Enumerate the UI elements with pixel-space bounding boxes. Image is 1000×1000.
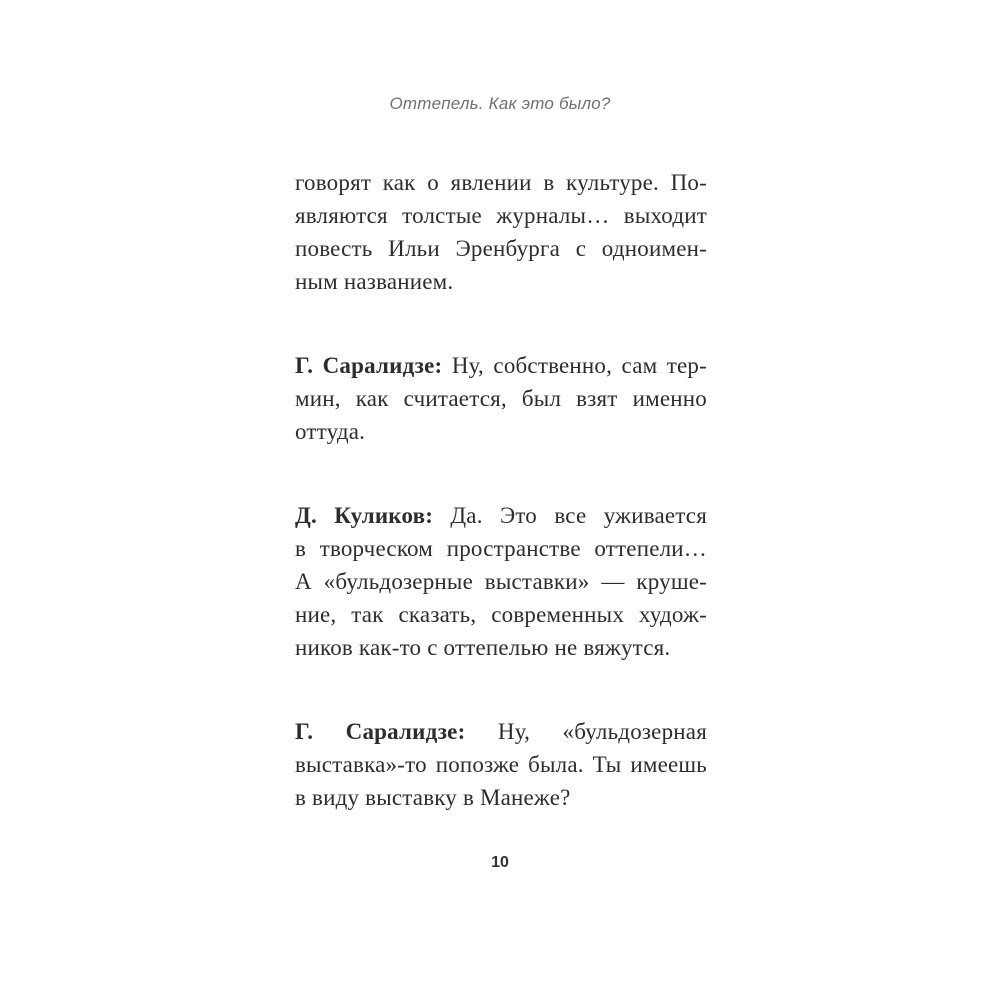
- text-column: [295, 166, 707, 814]
- text-line: А «бульдозерные выставки» — круше-: [295, 569, 707, 594]
- text-line: ние, так сказать, современных худож-: [295, 602, 707, 627]
- text-line: повесть Ильи Эренбурга с одноимен-: [295, 236, 707, 261]
- text-line: Г. Саралидзе: Ну, собственно, сам тер-: [295, 353, 707, 378]
- paragraph: [295, 715, 707, 814]
- speaker-name: Г. Саралидзе:: [295, 353, 443, 378]
- text-line: Г. Саралидзе: Ну, «бульдозерная: [295, 719, 707, 744]
- text-line: в творческом пространстве оттепели…: [295, 536, 707, 561]
- text-line: говорят как о явлении в культуре. По-: [295, 170, 707, 195]
- page-number: 10: [491, 854, 509, 871]
- text-line: в виду выставку в Манеже?: [295, 785, 571, 810]
- text-line: выставка»-то попозже была. Ты имеешь: [295, 752, 707, 777]
- speaker-name: Д. Куликов:: [295, 503, 434, 528]
- running-header: Оттепель. Как это было?: [389, 94, 611, 113]
- text-line: ным названием.: [295, 269, 454, 294]
- paragraph: [295, 349, 707, 448]
- paragraph: [295, 499, 707, 664]
- text-line: ников как-то с оттепелью не вяжутся.: [295, 635, 671, 660]
- text-line: оттуда.: [295, 419, 366, 444]
- text-line: Д. Куликов: Да. Это все уживается: [295, 503, 707, 528]
- paragraph: [295, 166, 707, 298]
- speaker-name: Г. Саралидзе:: [295, 719, 466, 744]
- text-line: являются толстые журналы… выходит: [295, 203, 707, 228]
- text-line: мин, как считается, был взят именно: [295, 386, 707, 411]
